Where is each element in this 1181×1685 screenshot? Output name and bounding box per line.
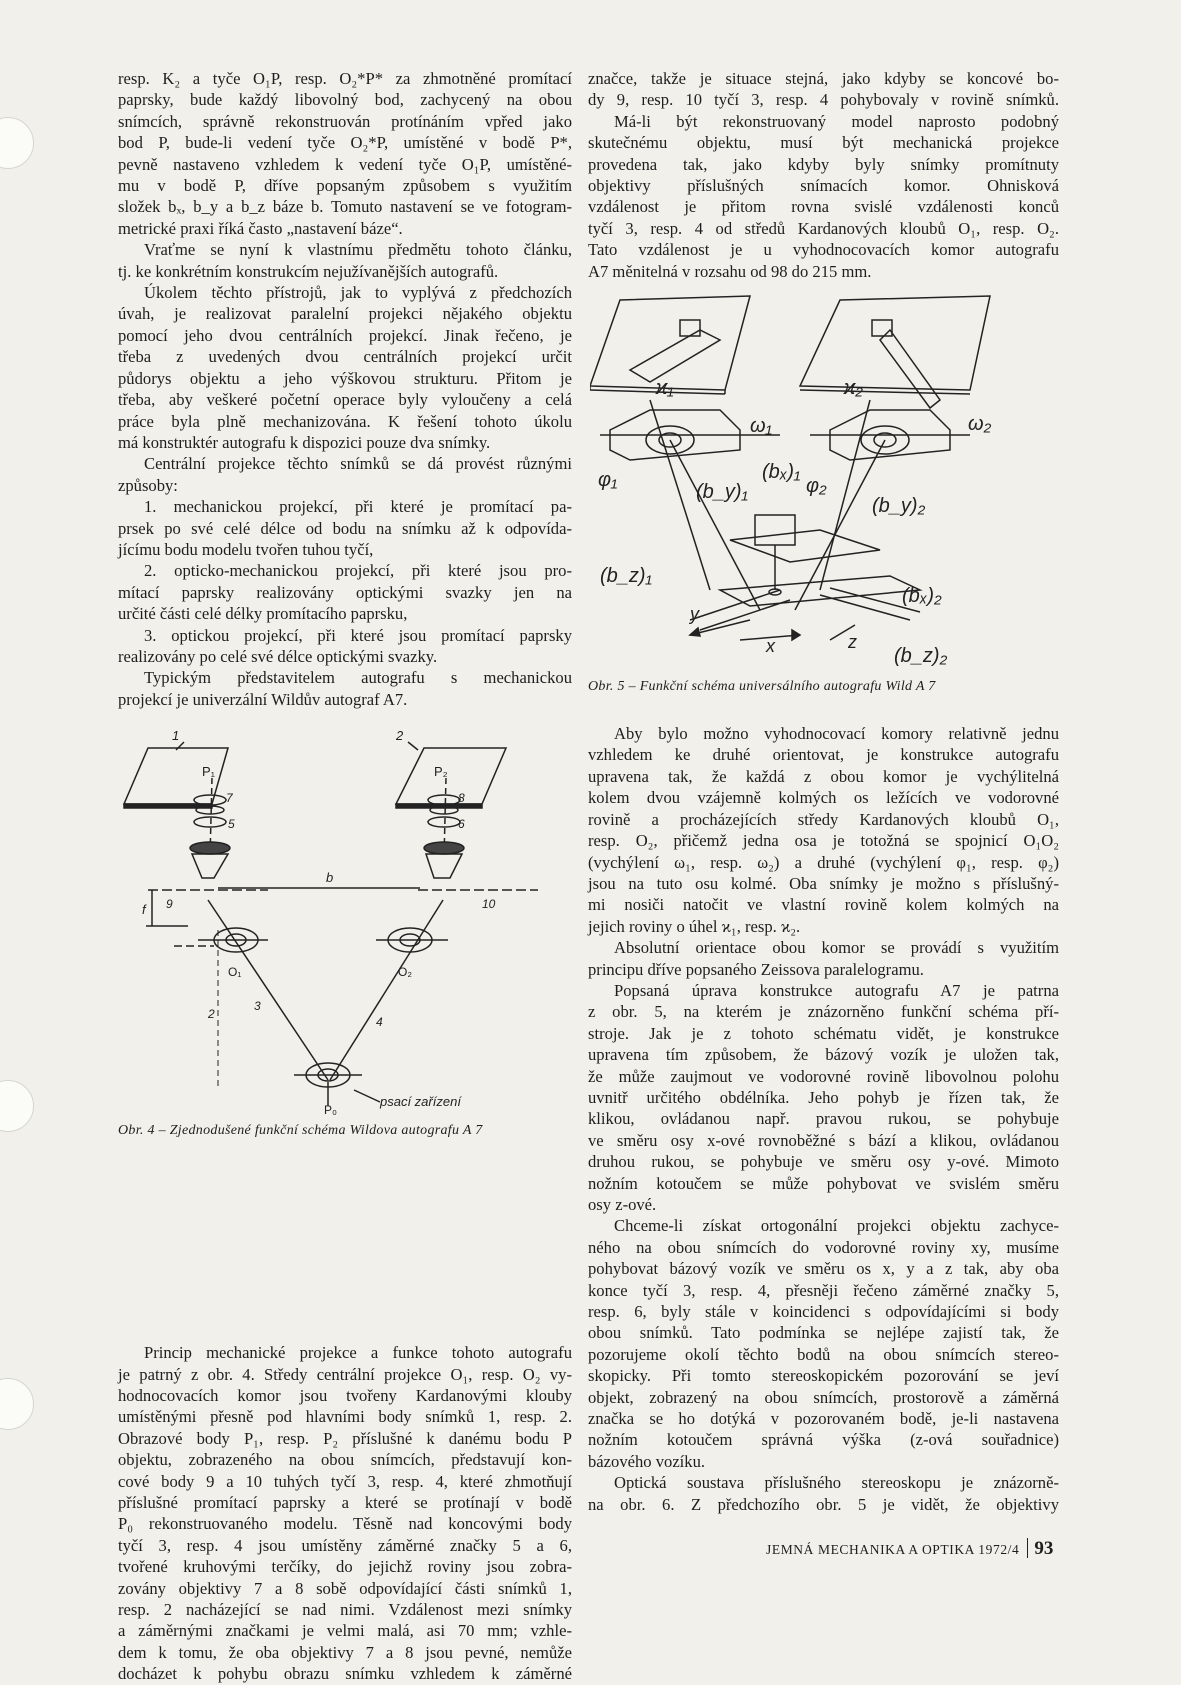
fig5-label-bz1: (b_z)₁ xyxy=(600,565,652,587)
objective-8 xyxy=(428,795,460,827)
left-column-top-text xyxy=(118,68,572,710)
text-line: uvnitř určitého obdélníka. Jeho pohyb je řízen tak, že xyxy=(588,1087,1059,1107)
base-carriage xyxy=(294,1063,362,1106)
text-line: na obr. 6. Z předchozího obr. 5 je vidět, že objektivy xyxy=(588,1494,1059,1514)
text-line: Chceme-li získat ortogonální projekci objektu zachyce- xyxy=(614,1216,1059,1236)
text-line: bázového vozíku. xyxy=(588,1451,706,1471)
fig4-label-f: f xyxy=(142,902,146,917)
text-line: ve směru osy x-ové rovnoběžné s bází a klikou, ovládanou xyxy=(588,1130,1059,1150)
text-line: Popsaná úprava konstrukce autografu A7 je patrna xyxy=(614,980,1059,1000)
text-line: Má-li být rekonstruovaný model naprosto podobný xyxy=(614,111,1059,131)
text-line: realizovány po celé své délce optickými svazky. xyxy=(118,646,438,666)
text-line: značka se ho dotýká v pozorovaném bodě, je-li nastavena xyxy=(588,1409,1059,1429)
text-line: vzdálenost je přitom rovna svislé vzdálenosti konců xyxy=(588,197,1059,217)
text-line: pomocí jeho dvou centrálních projekcí. Jinak řečeno, je xyxy=(118,325,572,345)
text-line: dem k tomu, že oba objektivy 7 a 8 jsou pevné, nemůže xyxy=(118,1642,572,1662)
fig5-label-by1: (b_y)₁ xyxy=(696,481,748,503)
text-line: kolem dvou vzájemně kolmých os ležících ve vodorovné xyxy=(588,788,1059,808)
photo-plate-2 xyxy=(396,748,506,808)
text-line: třeba, aby veškeré početní operace byly vyloučeny a celá xyxy=(118,390,572,410)
text-line: provedena tak, jako kdyby byly snímky promítnuty xyxy=(588,154,1059,174)
text-line: prsek po své celé délce od bodu na snímku až k odpovída- xyxy=(118,518,572,538)
text-line: obou snímků. Tato podmínka se nejlépe zajistí tak, že xyxy=(588,1323,1059,1343)
text-line: a záměrnými značkami je velmi malá, asi 70 mm; vzhle- xyxy=(118,1621,572,1641)
text-line: A7 měnitelná v rozsahu od 98 do 215 mm. xyxy=(588,261,872,281)
fig4-label-3: 3 xyxy=(254,999,261,1013)
text-line: P₀ rekonstruovaného modelu. Těsně nad koncovými body xyxy=(118,1514,572,1534)
fig5-label-bx2: (bₓ)₂ xyxy=(902,585,942,607)
fig4-label-4: 4 xyxy=(376,1015,383,1029)
text-line: jícímu bodu modelu tvořen tuhou tyčí, xyxy=(118,539,374,559)
text-line: jsou na tuto osu kolmé. Oba snímky je možno s příslušný- xyxy=(588,873,1059,893)
text-line: 2. opticko-mechanickou projekcí, při které jsou pro- xyxy=(144,561,572,581)
fig4-label-p0: P₀ xyxy=(324,1103,337,1115)
text-line: Optická soustava příslušného stereoskopu je znázorně- xyxy=(614,1473,1059,1493)
text-line: rovině a procházejících středy Kardanových kloubů O₁, xyxy=(588,809,1059,829)
text-line: dy 9, resp. 10 tyčí 3, resp. 4 pohybovaly v rovině snímků. xyxy=(588,90,1059,110)
text-line: třeba z uvedených dvou centrálních projekcí určit xyxy=(118,347,572,367)
photo-plate-right xyxy=(800,296,990,394)
text-line: Úkolem těchto přístrojů, jak to vyplývá z předchozích xyxy=(144,283,572,303)
text-line: docházet k pohybu obrazu snímku vzhledem k záměrné xyxy=(118,1664,572,1684)
text-line: resp. 6, byly stále v koincidenci s odpovídajícími si body xyxy=(588,1302,1059,1322)
text-line: principu dříve popsaného Zeissova paralelogramu. xyxy=(588,959,924,979)
fig4-label-b: b xyxy=(326,870,334,885)
figure-5-caption: Obr. 5 – Funkční schéma universálního autografu Wild A 7 xyxy=(588,679,936,694)
fig4-label-p1: P₁ xyxy=(202,764,216,779)
text-line: 1. mechanickou projekcí, při které je promítací pa- xyxy=(144,497,572,517)
fig5-label-x: x xyxy=(766,636,775,656)
text-line: práce byla plně mechanizována. K řešení tohoto úkolu xyxy=(118,411,572,431)
fig5-label-omega2: ω₂ xyxy=(968,413,992,435)
text-line: je patrný z obr. 4. Středy centrální projekce O₁, resp. O₂ vy- xyxy=(118,1364,572,1384)
text-line: pevně nastaveno vzhledem k vedení tyče O₁P, umístěné- xyxy=(118,154,572,174)
page-number: 93 xyxy=(1034,1538,1054,1559)
text-line: ného na obou snímcích do vodorovné roviny xy, musíme xyxy=(588,1237,1059,1257)
objective-7 xyxy=(194,795,226,827)
text-line: upravena tak, že každá z obou komor je vychýlitelná xyxy=(588,766,1059,786)
text-line: umístěnými přesně pod hlavními body snímků 1, resp. 2. xyxy=(118,1407,572,1427)
text-line: tyčí 3, resp. 4 jsou umístěny záměrné značky 5 a 6, xyxy=(118,1535,572,1555)
figure-4-caption: Obr. 4 – Zjednodušené funkční schéma Wildova autografu A 7 xyxy=(118,1123,483,1138)
text-line: Vraťme se nyní k vlastnímu předmětu tohoto článku, xyxy=(144,240,572,260)
camera-assembly-left xyxy=(600,320,780,460)
text-line: Centrální projekce těchto snímků se dá provést různými xyxy=(144,454,572,474)
punch-hole xyxy=(0,117,34,169)
text-line: Tato vzdálenost je u vyhodnocovacích komor autografu xyxy=(588,240,1059,260)
text-line: nožním kotoučem se může pohybovat ve svislém směru xyxy=(588,1173,1059,1193)
text-line: úvah, je realizovat paralelní projekci nějakého objektu xyxy=(118,304,572,324)
fig4-label-5: 5 xyxy=(228,817,235,831)
fig4-label-o2: O₂ xyxy=(398,965,412,979)
text-line: druhou rukou, se pohybuje ve směru osy y-ové. Mimoto xyxy=(588,1152,1059,1172)
text-line: mi nosiči natočit ve vlastní rovině kolem kolmých na xyxy=(588,895,1059,915)
text-line: značce, takže je situace stejná, jako kdyby se koncové bo- xyxy=(588,69,1059,88)
text-line: bod P, bude-li vedení tyče O₂*P, umístěné v bodě P*, xyxy=(118,133,572,153)
text-line: snímcích, správně rekonstruován protínáním vpřed jako xyxy=(118,111,572,131)
text-line: Aby bylo možno vyhodnocovací komory relativně jednu xyxy=(614,724,1059,744)
text-line: že může zaujmout ve vodorovné rovině libovolnou polohu xyxy=(588,1066,1059,1086)
text-line: tvořené kruhovými terčíky, do jejichž roviny jsou zobra- xyxy=(118,1557,572,1577)
text-line: půdorys objektu a jeho výškovou strukturu. Přitom je xyxy=(118,368,572,388)
text-line: vzhledem ke druhé orientovat, je konstrukce autografu xyxy=(588,745,1059,765)
text-line: objektivy příslušných snímacích komor. Ohnisková xyxy=(588,176,1059,196)
fig4-label-7: 7 xyxy=(226,791,233,805)
text-line: pohybovat bázový vozík ve směru os x, y a z tak, aby oba xyxy=(588,1259,1059,1279)
right-column-bottom-text xyxy=(588,723,1059,1515)
fig5-label-phi1: φ₁ xyxy=(598,469,618,491)
text-line: Obrazové body P₁, resp. P₂ příslušné k danému bodu P xyxy=(118,1428,572,1448)
fig5-label-kappa2: ϰ₂ xyxy=(844,377,863,399)
text-line: resp. K₂ a tyče O₁P, resp. O₂*P* za zhmotněné promítací xyxy=(118,69,572,88)
fig4-label-9: 9 xyxy=(166,897,173,911)
punch-hole xyxy=(0,1378,34,1430)
text-line: stroje. Jak je z tohoto schématu vidět, je konstrukce xyxy=(588,1023,1059,1043)
text-line: resp. O₂, přičemž jedna osa je totožná se spojnicí O₁O₂ xyxy=(588,831,1059,851)
text-line: má konstruktér autografu k dispozici pouze dva snímky. xyxy=(118,432,491,452)
text-line: objekt, zobrazený na obou snímcích, prostorově a záměrná xyxy=(588,1387,1059,1407)
text-line: jejich roviny o úhel ϰ₁, resp. ϰ₂. xyxy=(588,916,801,936)
text-line: hodnocovacích komor jsou tvořeny Kardanovými klouby xyxy=(118,1386,572,1405)
text-line: (vychýlení ω₁, resp. ω₂) a druhé (vychýlení φ₁, resp. φ₂) xyxy=(588,852,1059,872)
journal-name: JEMNÁ MECHANIKA A OPTIKA 1972/4 xyxy=(766,1542,1020,1557)
text-line: příslušné promítací paprsky a které se protínají v bodě xyxy=(118,1493,572,1513)
text-line: cové body 9 a 10 tuhých tyčí 3, resp. 4, které zhmotňují xyxy=(118,1471,572,1491)
fig5-label-bx1: (bₓ)₁ xyxy=(762,461,801,483)
fig4-label-psaci-zarizeni: psací zařízení xyxy=(380,1094,461,1109)
text-line: tj. ke konkrétním konstrukcím nejužívanějších autografů. xyxy=(118,261,499,281)
right-column-top-text xyxy=(588,68,1059,282)
fig4-label-8: 8 xyxy=(458,791,465,805)
text-line: osy z-ové. xyxy=(588,1195,657,1214)
text-line: mu v bodě P, dříve popsaným způsobem s využitím xyxy=(118,176,572,196)
page-footer xyxy=(766,1538,1053,1560)
text-line: Typickým představitelem autografu s mechanickou xyxy=(144,668,572,688)
text-line: způsoby: xyxy=(118,475,178,495)
text-line: složek bₓ, b_y a b_z báze b. Tomuto nastavení se ve fotogram- xyxy=(118,197,572,217)
fig5-label-kappa1: ϰ₁ xyxy=(656,377,674,399)
text-line: skutečnému objektu, musí být mechanická projekce xyxy=(588,133,1059,153)
text-line: pozorujeme okolí těchto bodů na obou snímcích stereo- xyxy=(588,1344,1059,1364)
text-line: zovány objektivy 7 a 8 sobě odpovídající části snímků 1, xyxy=(118,1578,572,1598)
text-line: Princip mechanické projekce a funkce tohoto autografu xyxy=(144,1343,572,1363)
target-mark-6 xyxy=(424,842,464,878)
footer-divider xyxy=(1027,1538,1028,1558)
punch-hole xyxy=(0,1080,34,1132)
text-line: paprsky, bude každý libovolný bod, zachycený na obou xyxy=(118,90,572,110)
text-line: Absolutní orientace obou komor se provádí s využitím xyxy=(614,938,1059,958)
text-line: 3. optickou projekcí, při které jsou promítací paprsky xyxy=(144,625,572,645)
text-line: skopicky. Při tomto stereoskopickém pozorování se jeví xyxy=(588,1366,1059,1386)
text-line: konce tyčí 3, resp. 4, přesněji řečeno záměrné značky 5, xyxy=(588,1280,1059,1300)
fig5-label-z: z xyxy=(848,632,857,652)
figure-4-schematic xyxy=(118,730,572,1115)
fig5-label-phi2: φ₂ xyxy=(806,475,827,497)
base-carriage xyxy=(690,515,920,630)
text-line: metrické praxi říká často „nastavení báze“. xyxy=(118,218,403,238)
text-line: z obr. 5, na kterém je znázorněno funkční schéma pří- xyxy=(588,1002,1059,1022)
text-line: projekcí je univerzální Wildův autograf A7. xyxy=(118,689,408,709)
text-line: resp. 2 nacházející se nad nimi. Vzdálenost mezi snímky xyxy=(118,1600,572,1620)
fig5-label-bz2: (b_z)₂ xyxy=(894,645,948,667)
fig4-label-10: 10 xyxy=(482,897,496,911)
fig4-label-6: 6 xyxy=(458,817,465,831)
fig5-label-omega1: ω₁ xyxy=(750,415,772,437)
text-line: objektu, zobrazeného na obou snímcích, představují kon- xyxy=(118,1450,572,1470)
text-line: mítací paprsky realizovány optickými svazky jen na xyxy=(118,582,572,602)
fig4-label-p2: P₂ xyxy=(434,764,448,779)
text-line: nožním kotoučem správná výška (z-ová souřadnice) xyxy=(588,1430,1059,1450)
left-column-bottom-text xyxy=(118,1342,572,1685)
fig5-label-y: y xyxy=(690,604,699,624)
text-line: tyčí 3, resp. 4 od středů Kardanových kloubů O₁, resp. O₂. xyxy=(588,218,1059,238)
text-line: upravena tím způsobem, že bázový vozík je uložen tak, xyxy=(588,1045,1059,1065)
text-line: určité části celé délky promítacího paprsku, xyxy=(118,604,408,624)
target-mark-5 xyxy=(190,842,230,878)
fig5-label-by2: (b_y)₂ xyxy=(872,495,926,517)
fig4-label-2b: 2 xyxy=(208,1007,215,1021)
fig4-label-o1: O₁ xyxy=(228,965,242,979)
fig4-label-1: 1 xyxy=(172,730,180,743)
fig4-label-2: 2 xyxy=(396,730,404,743)
figure-5-schematic xyxy=(590,290,1060,670)
right-column xyxy=(588,68,1059,1515)
text-line: klikou, ovládanou např. pravou rukou, se pohybuje xyxy=(588,1109,1059,1129)
